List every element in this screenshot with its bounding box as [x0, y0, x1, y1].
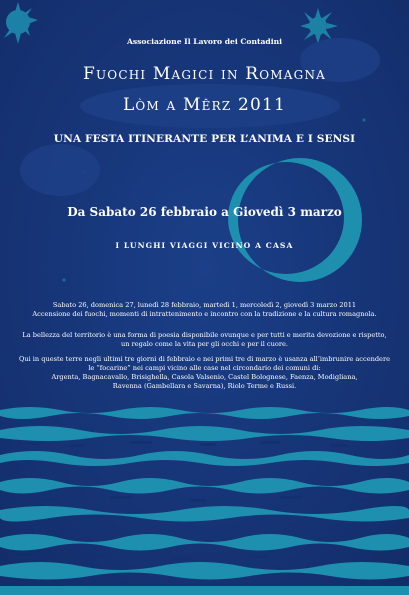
association-name: Associazione Il Lavoro dei Contadini: [126, 37, 283, 46]
paragraph-line-5: Argenta, Bagnacavallo, Brisighella, Casola Valsenio, Castel Bolognese, Faenza, Modigliana,: [51, 373, 358, 381]
subtitle: UNA FESTA ITINERANTE PER L’ANIMA E I SENSI: [53, 133, 356, 145]
paragraph-line-4: le “focarine” nei campi vicino alle case nel circondario dei comuni di:: [88, 364, 321, 372]
tagline: I LUNGHI VIAGGI VICINO A CASA: [115, 241, 294, 250]
schedule-line-2: Accensione dei fuochi, momenti di intrattenimento e incontro con la tradizione e la cultura romagnola.: [32, 310, 377, 318]
paragraph-line-3: Qui in queste terre negli ultimi tre giorni di febbraio e nei primi tre di marzo è usanza all’imbrunire accendere: [18, 355, 391, 363]
title-line-2: Lòm a Mêrz 2011: [122, 95, 287, 115]
event-dates: Da Sabato 26 febbraio a Giovedì 3 marzo: [67, 205, 342, 219]
schedule-line-1: Sabato 26, domenica 27, lunedì 28 febbraio, martedì 1, mercoledì 2, giovedì 3 marzo 2011: [52, 301, 357, 309]
title-line-1: Fuochi Magici in Romagna: [82, 64, 327, 84]
paragraph-line-1: La bellezza del territorio è una forma di poesia disponibile ovunque e per tutti e merita devozione e rispetto,: [22, 331, 387, 339]
paragraph-line-6: Ravenna (Gambellara e Savarna), Riolo Terme e Russi.: [112, 382, 297, 390]
paragraph-line-2: un regalo come la vita per gli occhi e per il cuore.: [121, 340, 288, 348]
